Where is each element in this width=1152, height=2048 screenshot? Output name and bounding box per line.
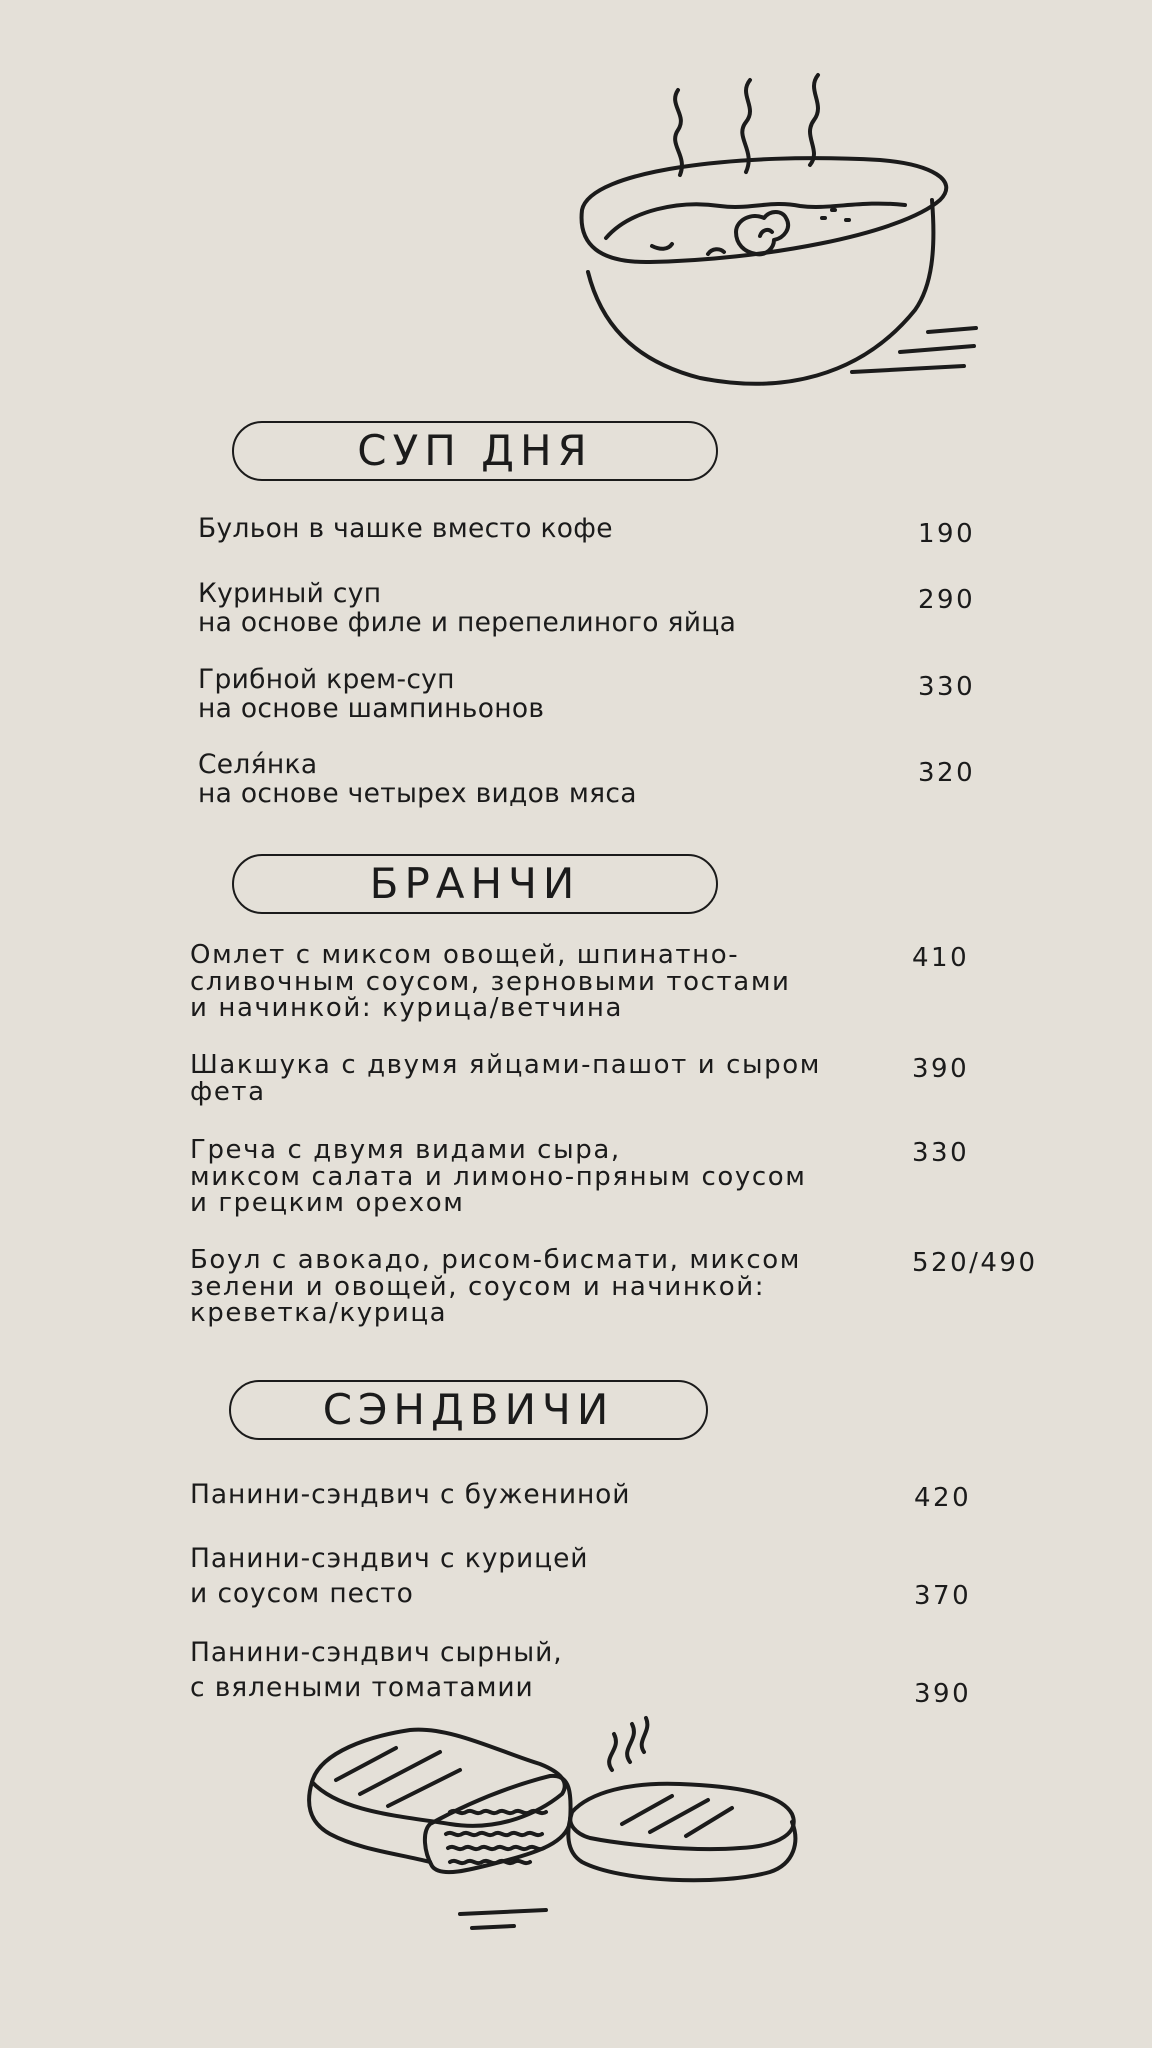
item-line: миксом салата и лимоно-пряным соусом xyxy=(190,1161,807,1192)
item-name: Грибной крем-суп xyxy=(198,664,455,695)
item-price: 410 xyxy=(912,943,970,973)
item-name: Куриный суп xyxy=(198,578,382,609)
item-price: 390 xyxy=(914,1679,972,1709)
menu-item xyxy=(190,1478,630,1513)
item-price: 330 xyxy=(918,672,976,702)
item-price: 330 xyxy=(912,1138,970,1168)
menu-item xyxy=(190,942,791,1022)
item-price: 420 xyxy=(914,1483,972,1513)
item-line: и соусом песто xyxy=(190,1577,414,1609)
menu-item xyxy=(198,665,544,723)
item-line: и начинкой: курица/ветчина xyxy=(190,993,624,1024)
item-line: Греча с двумя видами сыра, xyxy=(190,1135,621,1165)
item-description: на основе четырех видов мяса xyxy=(198,778,637,810)
section-title-brunch: БРАНЧИ xyxy=(232,854,718,914)
item-line: Панини-сэндвич сырный, xyxy=(190,1637,563,1668)
item-name: Бульон в чашке вместо кофе xyxy=(198,513,613,544)
item-line: Панини-сэндвич с курицей xyxy=(190,1543,589,1574)
item-price: 190 xyxy=(918,519,976,549)
soup-bowl-illustration xyxy=(560,60,1000,390)
item-line: Боул с авокадо, рисом-бисмати, миксом xyxy=(190,1245,801,1275)
item-name: Селя́нка xyxy=(198,749,318,780)
item-line: креветка/курица xyxy=(190,1298,448,1329)
menu-item xyxy=(198,514,613,543)
item-price: 320 xyxy=(918,758,976,788)
menu-item xyxy=(190,1052,821,1105)
item-line: Шакшука с двумя яйцами-пашот и сыром xyxy=(190,1050,821,1080)
item-description: на основе шампиньонов xyxy=(198,693,545,725)
item-price: 390 xyxy=(912,1054,970,1084)
item-price: 370 xyxy=(914,1581,972,1611)
item-price: 290 xyxy=(918,585,976,615)
item-line: с вялеными томатамии xyxy=(190,1671,534,1703)
section-title-soup: СУП ДНЯ xyxy=(232,421,718,481)
menu-item xyxy=(190,1542,588,1612)
item-line: и грецким орехом xyxy=(190,1188,465,1219)
section-title-sandwiches: СЭНДВИЧИ xyxy=(229,1380,708,1440)
item-line: зелени и овощей, соусом и начинкой: xyxy=(190,1271,766,1302)
menu-item xyxy=(190,1137,806,1217)
item-line: сливочным соусом, зерновыми тостами xyxy=(190,966,791,997)
item-line: фета xyxy=(190,1076,266,1107)
menu-item xyxy=(198,579,736,637)
item-description: на основе филе и перепелиного яйца xyxy=(198,607,737,639)
menu-item xyxy=(198,750,637,808)
item-line: Омлет с миксом овощей, шпинатно- xyxy=(190,940,740,970)
item-line: Панини-сэндвич с бужениной xyxy=(190,1479,631,1510)
menu-item xyxy=(190,1247,801,1327)
panini-illustration xyxy=(300,1712,820,1942)
menu-item xyxy=(190,1636,563,1706)
item-price: 520/490 xyxy=(912,1248,1038,1278)
